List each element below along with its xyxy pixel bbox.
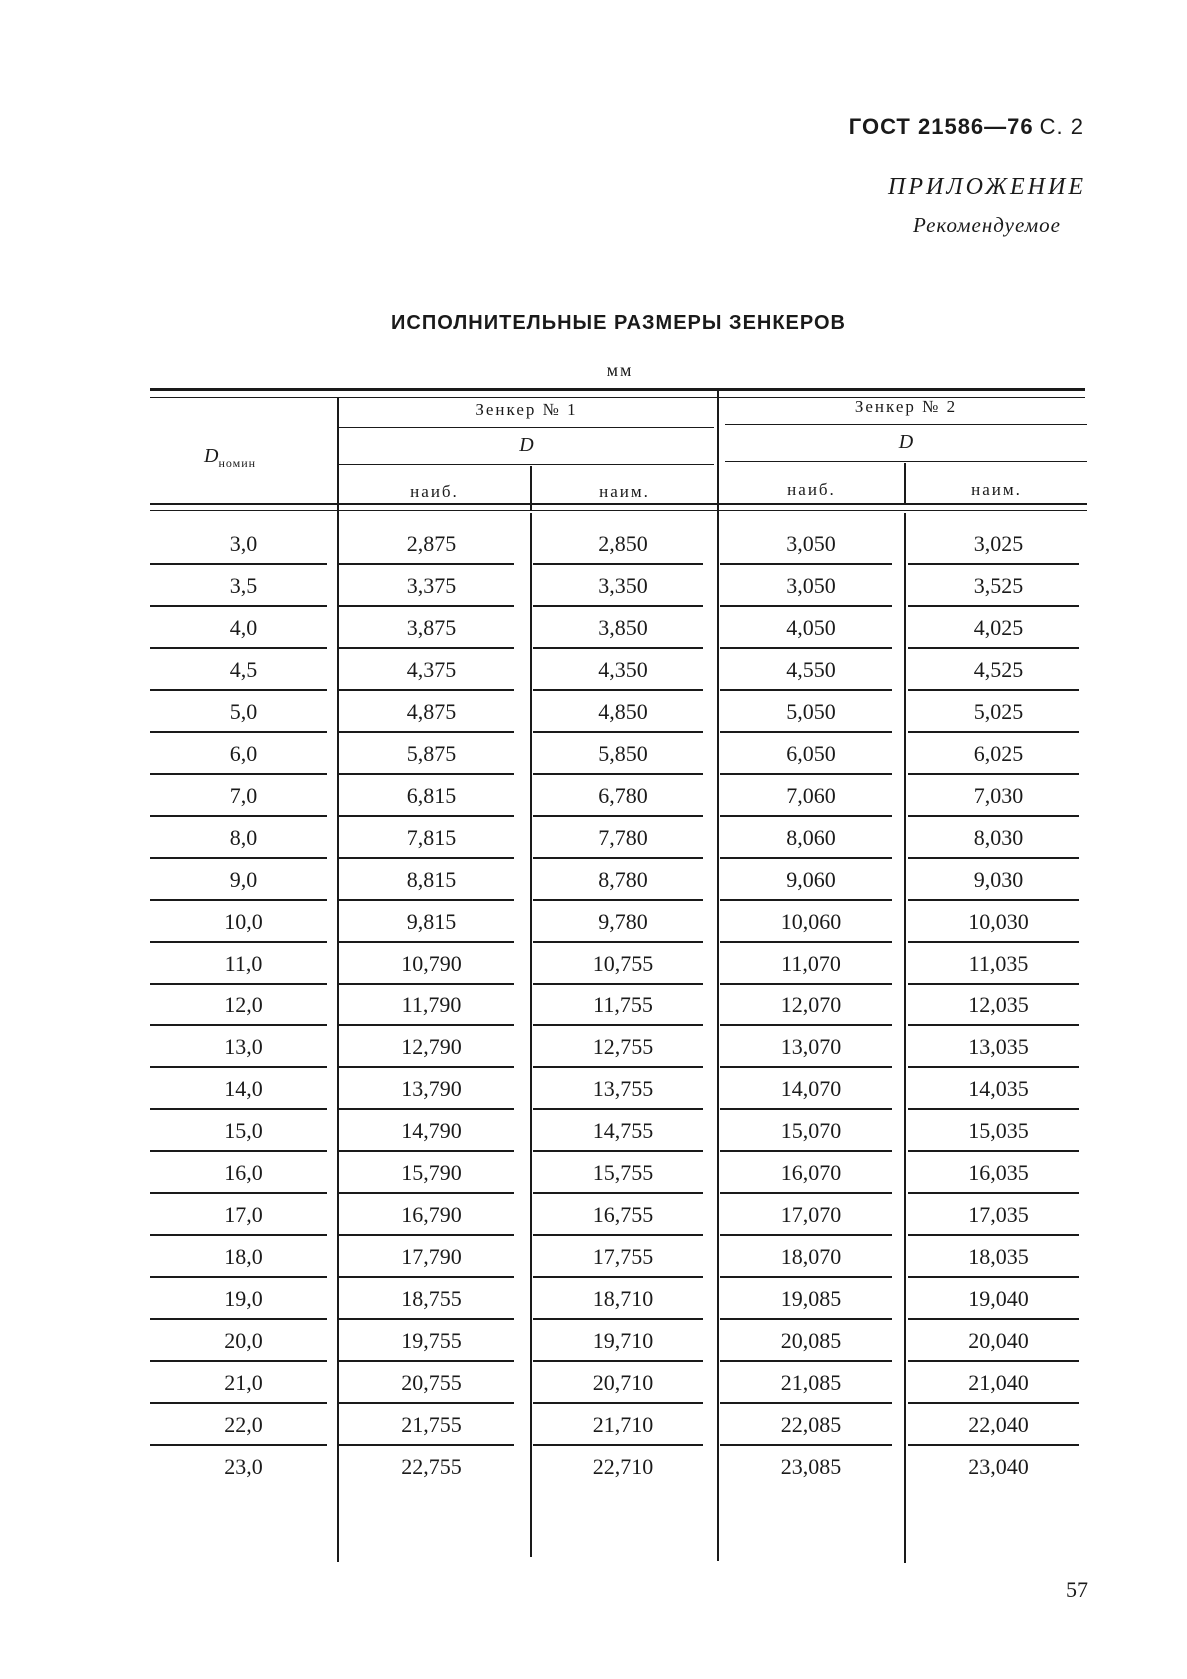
cell-zenker2-min: 7,030 [973,782,1024,808]
row-rule [339,941,514,943]
cell-zenker2-min: 11,035 [968,950,1029,976]
row-rule [533,899,703,901]
row-rule [908,1234,1079,1236]
row-rule [533,1066,703,1068]
row-rule [150,731,327,733]
row-rule [339,1024,514,1026]
row-rule [533,605,703,607]
row-rule [339,815,514,817]
standard-code-text: ГОСТ 21586—76 [848,114,1034,139]
row-rule [533,1318,703,1320]
col-divider-1 [337,397,339,1562]
cell-zenker1-max: 6,815 [406,782,457,808]
row-rule [720,1402,892,1404]
nominal-diameter-symbol: D [204,445,219,467]
cell-zenker2-min: 13,035 [968,1034,1029,1060]
row-rule [720,857,892,859]
row-rule [720,899,892,901]
cell-zenker1-min: 7,780 [598,824,648,850]
cell-zenker2-min: 12,035 [968,992,1029,1018]
row-rule [533,983,703,985]
cell-zenker1-min: 21,710 [592,1411,654,1437]
col-divider-4-body [904,513,906,1563]
cell-zenker2-max: 8,060 [786,824,836,850]
cell-nominal: 3,5 [229,572,258,598]
cell-zenker2-max: 11,070 [781,950,841,976]
row-rule [720,1066,892,1068]
row-rule [533,1360,703,1362]
cell-zenker1-max: 15,790 [401,1160,462,1186]
standard-code [849,114,1084,140]
cell-zenker1-max: 11,790 [401,992,462,1018]
group2-header: Зенкер № 2 [854,397,958,416]
row-rule [150,815,327,817]
row-rule [908,647,1079,649]
cell-nominal: 11,0 [224,950,263,976]
row-rule [150,1024,327,1026]
cell-zenker1-min: 3,350 [598,572,648,598]
row-rule [150,1318,327,1320]
cell-zenker2-min: 19,040 [968,1286,1029,1312]
cell-zenker2-min: 8,030 [973,824,1024,850]
row-rule [720,1444,892,1446]
col-divider-3 [717,391,719,1561]
row-rule [150,1402,327,1404]
cell-nominal: 4,0 [229,614,258,640]
cell-zenker2-min: 9,030 [973,866,1024,892]
cell-zenker2-max: 15,070 [780,1118,842,1144]
nominal-diameter-subscript: номин [218,456,257,470]
row-rule [908,1192,1079,1194]
recommended-label: Рекомендуемое [913,213,1061,237]
row-rule [720,563,892,565]
cell-zenker1-min: 9,780 [598,908,648,934]
row-rule [908,1360,1079,1362]
row-rule [533,1192,703,1194]
row-rule [150,605,327,607]
row-rule [339,1402,514,1404]
row-rule [339,1360,514,1362]
row-rule [533,1024,703,1026]
header-bottom-rule [150,503,1087,505]
cell-zenker1-min: 4,850 [598,698,648,724]
row-rule [720,731,892,733]
cell-zenker2-min: 15,035 [968,1118,1029,1144]
cell-zenker1-max: 18,755 [401,1286,462,1312]
cell-zenker2-max: 5,050 [786,698,836,724]
cell-nominal: 19,0 [224,1286,263,1312]
cell-zenker1-min: 12,755 [592,1034,654,1060]
row-rule [720,815,892,817]
units-label: мм [606,360,634,380]
row-rule [533,1234,703,1236]
row-rule [720,983,892,985]
cell-nominal: 21,0 [224,1370,263,1395]
row-rule [150,899,327,901]
cell-zenker2-max: 9,060 [786,866,836,892]
cell-zenker2-min: 14,035 [968,1076,1029,1102]
row-rule [908,815,1079,817]
row-rule [150,773,327,775]
cell-zenker1-max: 9,815 [406,908,457,934]
group2-symbol-rule [725,461,1087,462]
cell-zenker1-max: 19,755 [401,1328,462,1354]
group1-rule [339,427,714,428]
row-rule [720,941,892,943]
row-rule [533,815,703,817]
cell-zenker1-max: 21,755 [401,1411,462,1437]
cell-zenker1-min: 8,780 [598,866,648,892]
cell-nominal: 3,0 [229,531,258,556]
row-rule [150,983,327,985]
row-rule [720,1024,892,1026]
cell-zenker2-min: 20,040 [968,1328,1029,1354]
cell-nominal: 9,0 [229,866,258,892]
row-rule [533,1444,703,1446]
row-rule [720,689,892,691]
cell-zenker1-max: 16,790 [401,1202,462,1228]
cell-zenker2-min: 21,040 [968,1370,1029,1395]
cell-zenker1-max: 14,790 [401,1118,462,1144]
cell-zenker1-min: 2,850 [598,531,648,556]
cell-zenker1-min: 15,755 [592,1160,654,1186]
cell-zenker2-min: 10,030 [968,908,1029,934]
cell-zenker1-max: 17,790 [401,1244,462,1270]
row-rule [533,563,703,565]
cell-zenker1-min: 17,755 [592,1244,654,1270]
cell-zenker1-max: 7,815 [406,824,457,850]
row-rule [339,773,514,775]
cell-nominal: 22,0 [224,1411,263,1437]
row-rule [908,1108,1079,1110]
row-rule [339,689,514,691]
row-rule [908,1276,1079,1278]
cell-zenker1-min: 4,350 [598,656,648,682]
cell-nominal: 13,0 [224,1034,263,1060]
cell-zenker1-max: 5,875 [406,740,457,766]
row-rule [533,689,703,691]
cell-zenker2-max: 3,050 [786,572,836,598]
cell-zenker1-min: 3,850 [598,614,648,640]
cell-zenker1-max: 13,790 [401,1076,462,1102]
row-rule [908,1402,1079,1404]
cell-zenker2-min: 23,040 [968,1453,1029,1479]
row-rule [150,1108,327,1110]
cell-nominal: 15,0 [224,1118,263,1144]
row-rule [908,941,1079,943]
row-rule [339,1150,514,1152]
row-rule [339,1066,514,1068]
group2-max-header: наиб. [787,480,836,499]
cell-zenker2-max: 23,085 [780,1453,842,1479]
cell-nominal: 7,0 [229,782,258,808]
row-rule [533,1108,703,1110]
cell-zenker1-min: 11,755 [593,992,653,1018]
cell-zenker1-min: 18,710 [592,1286,654,1312]
row-rule [720,1276,892,1278]
row-rule [533,731,703,733]
cell-zenker1-min: 10,755 [592,950,654,976]
row-rule [150,689,327,691]
cell-zenker1-max: 10,790 [401,950,462,976]
row-rule [908,563,1079,565]
row-rule [533,647,703,649]
cell-zenker1-min: 6,780 [598,782,648,808]
cell-zenker2-max: 21,085 [780,1370,842,1395]
row-rule [533,1150,703,1152]
cell-zenker2-min: 18,035 [968,1244,1029,1270]
cell-zenker2-max: 12,070 [780,992,842,1018]
page-ref: С. 2 [1039,114,1084,139]
row-rule [150,941,327,943]
cell-zenker2-min: 22,040 [968,1411,1029,1437]
cell-zenker1-min: 5,850 [598,740,648,766]
row-rule [339,899,514,901]
row-rule [339,1108,514,1110]
row-rule [720,1108,892,1110]
row-rule [720,1360,892,1362]
cell-zenker1-max: 2,875 [406,531,457,556]
row-rule [533,941,703,943]
cell-zenker2-max: 4,050 [786,614,836,640]
page-number: 57 [1066,1577,1088,1602]
cell-zenker1-min: 14,755 [592,1118,654,1144]
cell-zenker2-min: 5,025 [973,698,1024,724]
cell-nominal: 14,0 [224,1076,263,1102]
row-rule [150,1192,327,1194]
row-rule [339,1444,514,1446]
row-rule [339,1318,514,1320]
group1-max-header: наиб. [410,482,459,501]
cell-nominal: 16,0 [224,1160,263,1186]
cell-zenker2-min: 16,035 [968,1160,1029,1186]
row-rule [339,983,514,985]
group1-symbol: D [519,434,534,456]
cell-zenker1-min: 20,710 [592,1370,654,1395]
nominal-diameter-header [204,445,256,471]
cell-zenker2-max: 16,070 [780,1160,842,1186]
row-rule [150,1360,327,1362]
cell-zenker2-max: 3,050 [786,531,836,556]
row-rule [150,647,327,649]
row-rule [720,1234,892,1236]
cell-nominal: 4,5 [229,656,258,682]
cell-zenker1-min: 13,755 [592,1076,654,1102]
row-rule [150,1444,327,1446]
cell-zenker2-max: 22,085 [780,1411,842,1437]
appendix-label: ПРИЛОЖЕНИЕ [888,174,1086,200]
row-rule [150,1276,327,1278]
group2-rule [725,424,1087,425]
row-rule [339,1234,514,1236]
cell-zenker2-max: 10,060 [780,908,842,934]
cell-zenker2-max: 20,085 [780,1328,842,1354]
cell-nominal: 23,0 [224,1453,263,1479]
row-rule [339,1276,514,1278]
cell-zenker2-min: 6,025 [973,740,1024,766]
group2-min-header: наим. [971,480,1022,499]
cell-nominal: 6,0 [229,740,258,766]
row-rule [908,857,1079,859]
cell-zenker2-min: 3,525 [973,572,1024,598]
row-rule [908,689,1079,691]
row-rule [908,983,1079,985]
row-rule [339,647,514,649]
row-rule [533,1402,703,1404]
row-rule [339,731,514,733]
row-rule [908,899,1079,901]
row-rule [339,857,514,859]
row-rule [908,1318,1079,1320]
row-rule [720,1150,892,1152]
cell-zenker2-min: 3,025 [973,531,1024,556]
row-rule [720,647,892,649]
cell-zenker1-max: 20,755 [401,1370,462,1395]
row-rule [533,857,703,859]
cell-zenker2-min: 4,025 [973,614,1024,640]
table-title: ИСПОЛНИТЕЛЬНЫЕ РАЗМЕРЫ ЗЕНКЕРОВ [391,312,846,334]
row-rule [150,857,327,859]
cell-zenker2-max: 13,070 [780,1034,842,1060]
row-rule [908,731,1079,733]
row-rule [339,563,514,565]
cell-nominal: 8,0 [229,824,258,850]
table-top-rule [150,388,1085,391]
cell-zenker1-min: 22,710 [592,1453,654,1479]
row-rule [150,1150,327,1152]
cell-zenker1-max: 8,815 [406,866,457,892]
row-rule [339,605,514,607]
cell-zenker1-min: 19,710 [592,1328,654,1354]
group1-symbol-rule [339,464,714,465]
col-divider-2-body [530,513,532,1557]
cell-zenker2-max: 17,070 [780,1202,842,1228]
cell-nominal: 12,0 [224,992,263,1018]
cell-zenker2-max: 6,050 [786,740,836,766]
cell-zenker2-max: 4,550 [786,656,836,682]
row-rule [150,563,327,565]
row-rule [720,1192,892,1194]
cell-nominal: 10,0 [224,908,263,934]
row-rule [908,1444,1079,1446]
cell-nominal: 18,0 [224,1244,263,1270]
row-rule [908,1024,1079,1026]
group2-symbol: D [898,431,914,453]
cell-zenker1-max: 22,755 [401,1453,462,1479]
row-rule [720,773,892,775]
row-rule [908,605,1079,607]
cell-zenker2-max: 19,085 [780,1286,842,1312]
cell-zenker2-max: 7,060 [786,782,836,808]
cell-zenker2-min: 17,035 [968,1202,1029,1228]
cell-nominal: 20,0 [224,1328,263,1354]
header-bottom-rule-2 [150,510,1087,511]
row-rule [908,1066,1079,1068]
cell-zenker1-max: 3,875 [406,614,457,640]
cell-zenker1-min: 16,755 [592,1202,654,1228]
cell-nominal: 17,0 [224,1202,263,1228]
row-rule [150,1066,327,1068]
row-rule [908,773,1079,775]
cell-zenker1-max: 4,375 [406,656,457,682]
row-rule [533,773,703,775]
cell-zenker1-max: 3,375 [406,572,457,598]
row-rule [339,1192,514,1194]
row-rule [908,1150,1079,1152]
cell-zenker2-max: 14,070 [780,1076,842,1102]
cell-zenker2-min: 4,525 [973,656,1024,682]
row-rule [533,1276,703,1278]
group1-header: Зенкер № 1 [475,400,578,419]
row-rule [720,1318,892,1320]
cell-nominal: 5,0 [229,698,258,724]
row-rule [720,605,892,607]
row-rule [150,1234,327,1236]
cell-zenker1-max: 4,875 [406,698,457,724]
cell-zenker2-max: 18,070 [780,1244,842,1270]
cell-zenker1-max: 12,790 [401,1034,462,1060]
group1-min-header: наим. [599,482,650,501]
